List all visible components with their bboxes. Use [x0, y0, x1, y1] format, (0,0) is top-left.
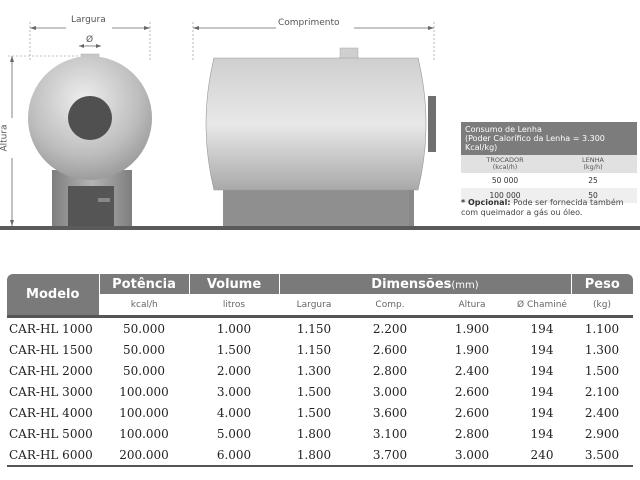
cell-largura: 1.800: [296, 447, 332, 462]
cell-comp: 3.100: [372, 426, 408, 441]
header-dimensoes-unit: (mm): [451, 279, 479, 291]
cell-peso: 3.500: [584, 447, 620, 462]
lenha-value: 50: [588, 191, 598, 200]
table-row: [7, 402, 633, 423]
cell-volume: 1.000: [216, 321, 252, 336]
cell-volume: 1.500: [216, 342, 252, 357]
cell-largura: 1.150: [296, 342, 332, 357]
largura-label: Largura: [71, 15, 106, 25]
cell-comp: 2.600: [372, 342, 408, 357]
cell-chamine: 194: [530, 384, 554, 399]
cell-modelo: CAR-HL 6000: [9, 447, 93, 462]
table-row: [7, 423, 633, 444]
trocador-value: 50 000: [491, 176, 519, 185]
comprimento-label: Comprimento: [278, 18, 340, 28]
altura-label: Altura: [0, 124, 10, 152]
sub-altura: Altura: [431, 294, 513, 317]
cell-peso: 2.100: [584, 384, 620, 399]
cell-comp: 2.800: [372, 363, 408, 378]
table-row: [7, 444, 633, 466]
side-view: [206, 48, 436, 226]
cell-volume: 5.000: [216, 426, 252, 441]
cell-altura: 1.900: [454, 342, 490, 357]
cell-peso: 1.500: [584, 363, 620, 378]
cell-potencia: 50.000: [123, 321, 165, 336]
cell-altura: 2.600: [454, 405, 490, 420]
consumption-title: Consumo de Lenha: [465, 125, 542, 134]
cell-largura: 1.300: [296, 363, 332, 378]
optional-note-text: Pode ser fornecida também com queimador a gás ou óleo.: [461, 198, 624, 217]
cell-volume: 2.000: [216, 363, 252, 378]
cell-altura: 2.800: [454, 426, 490, 441]
cell-potencia: 200.000: [119, 447, 169, 462]
cell-volume: 3.000: [216, 384, 252, 399]
cell-largura: 1.500: [296, 405, 332, 420]
cell-chamine: 240: [530, 447, 554, 462]
header-potencia: Potência: [99, 274, 189, 294]
cell-modelo: CAR-HL 1000: [9, 321, 93, 336]
cell-largura: 1.800: [296, 426, 332, 441]
cell-largura: 1.150: [296, 321, 332, 336]
cell-comp: 3.000: [372, 384, 408, 399]
consumption-subtitle: (Poder Calorífico da Lenha = 3.300 Kcal/kg): [465, 134, 605, 152]
cell-peso: 2.900: [584, 426, 620, 441]
cell-chamine: 194: [530, 405, 554, 420]
specs-table: [7, 274, 633, 467]
consumption-row: [461, 173, 637, 188]
header-peso: Peso: [584, 276, 620, 292]
header-dimensoes: [279, 274, 571, 294]
table-row: [7, 360, 633, 381]
sub-peso: (kg): [571, 294, 633, 317]
optional-note: [461, 198, 637, 218]
diameter-symbol: Ø: [86, 35, 94, 45]
cell-volume: 4.000: [216, 405, 252, 420]
front-view: [28, 54, 152, 226]
firewood-consumption-box: [461, 122, 637, 203]
cell-potencia: 100.000: [119, 426, 169, 441]
cell-potencia: 50.000: [123, 342, 165, 357]
cell-comp: 2.200: [372, 321, 408, 336]
cell-chamine: 194: [530, 342, 554, 357]
cell-peso: 2.400: [584, 405, 620, 420]
subheader-row: [7, 294, 633, 317]
optional-note-label: * Opcional:: [461, 198, 511, 207]
sub-potencia: kcal/h: [99, 294, 189, 317]
table-row: [7, 317, 633, 340]
cell-peso: 1.100: [584, 321, 620, 336]
sub-chamine: Ø Chaminé: [513, 294, 571, 317]
cell-chamine: 194: [530, 321, 554, 336]
cell-modelo: CAR-HL 1500: [9, 342, 93, 357]
cell-potencia: 100.000: [119, 384, 169, 399]
col-trocador-unit: (kcal/h): [492, 163, 518, 171]
cell-altura: 1.900: [454, 321, 490, 336]
table-row: [7, 339, 633, 360]
header-volume: Volume: [189, 274, 279, 294]
cell-chamine: 194: [530, 363, 554, 378]
header-dimensoes-label: Dimensões: [371, 276, 452, 292]
cell-peso: 1.300: [584, 342, 620, 357]
cell-volume: 6.000: [216, 447, 252, 462]
consumption-column-headers: [461, 155, 637, 173]
cell-modelo: CAR-HL 5000: [9, 426, 93, 441]
header-row: [7, 274, 633, 294]
cell-chamine: 194: [530, 426, 554, 441]
cell-altura: 2.400: [454, 363, 490, 378]
ground-line: [0, 226, 640, 230]
col-lenha-unit: (kg/h): [583, 163, 603, 171]
cell-potencia: 100.000: [119, 405, 169, 420]
cell-modelo: CAR-HL 3000: [9, 384, 93, 399]
cell-modelo: CAR-HL 2000: [9, 363, 93, 378]
sub-largura: Largura: [279, 294, 349, 317]
cell-largura: 1.500: [296, 384, 332, 399]
header-modelo: Modelo: [7, 274, 99, 317]
consumption-header: [461, 122, 637, 155]
cell-modelo: CAR-HL 4000: [9, 405, 93, 420]
cell-altura: 2.600: [454, 384, 490, 399]
sub-volume: litros: [189, 294, 279, 317]
cell-comp: 3.700: [372, 447, 408, 462]
table-row: [7, 381, 633, 402]
cell-potencia: 50.000: [123, 363, 165, 378]
col-trocador-label: TROCADOR: [486, 156, 524, 164]
col-lenha-label: LENHA: [582, 156, 604, 164]
sub-comp: Comp.: [349, 294, 431, 317]
trocador-value: 100 000: [489, 191, 521, 200]
cell-comp: 3.600: [372, 405, 408, 420]
lenha-value: 25: [588, 176, 598, 185]
cell-altura: 3.000: [454, 447, 490, 462]
